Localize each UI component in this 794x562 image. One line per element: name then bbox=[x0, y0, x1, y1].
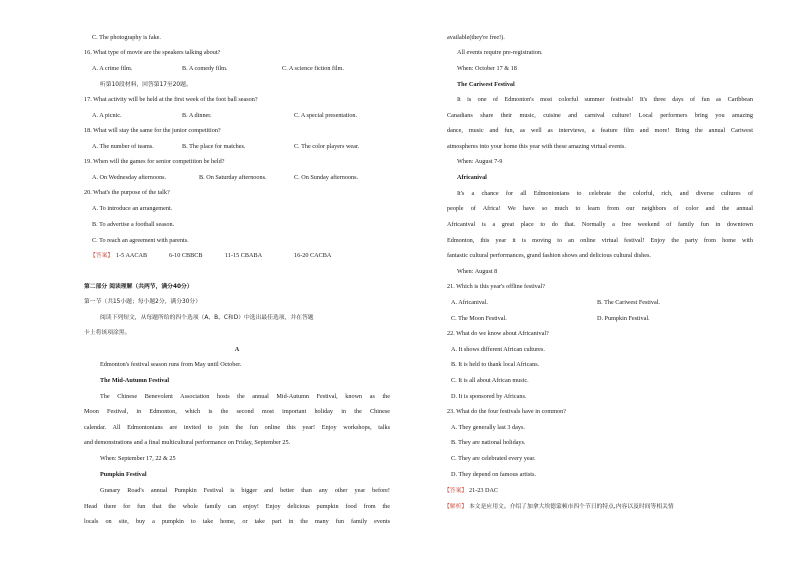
answer-group-4: 16-20 CACBA bbox=[294, 252, 332, 259]
africanival-line-5: fantastic cultural performances, grand fashion shows and delicious cultural dishes. bbox=[447, 252, 651, 259]
q21-option-b: B. The Cariwest Festival. bbox=[597, 299, 660, 306]
answer-21-23: 21-23 DAC bbox=[469, 487, 499, 494]
part-2-title: 第二部分 阅读理解（共两节，满分40分） bbox=[84, 284, 193, 290]
q22-option-a: A. It shows different African cultures. bbox=[451, 346, 545, 353]
q16-option-c: C. A science fiction film. bbox=[282, 65, 344, 72]
question-19: 19. When will the games for senior competition be held? bbox=[84, 158, 225, 165]
q23-option-c: C. They are celebrated every year. bbox=[451, 455, 536, 462]
when-pumpkin: When: October 17 & 18 bbox=[457, 65, 517, 72]
mid-autumn-line-1: The Chinese Benevolent Association hosts the annual Mid-Autumn Festival, known as the bbox=[100, 393, 390, 400]
listening-note: 听第10段材料，回答第17至20题。 bbox=[100, 82, 192, 88]
africanival-line-3: Africanival is a great place to do that. Normally a free weekend of family fun in downtown bbox=[447, 221, 753, 228]
mid-autumn-line-2: Moon Festival, in Edmonton, which is the second most important holiday in the Chinese bbox=[84, 408, 390, 415]
q18-option-a: A. The number of teams. bbox=[92, 143, 154, 150]
cariwest-line-3: dance, music and fun, as well as interviews, a feature film and more! Bring the annual Cariwest bbox=[447, 127, 753, 134]
question-22: 22. What do we know about Africanival? bbox=[447, 330, 549, 337]
q16-option-a: A. A crime film. bbox=[92, 65, 133, 72]
pumpkin-line-1: Granary Road's annual Pumpkin Festival is bigger and better than any other year before! bbox=[100, 487, 390, 494]
q15-option-c: C. The photography is fake. bbox=[92, 34, 161, 41]
when-cariwest: When: August 7-9 bbox=[457, 158, 503, 165]
mid-autumn-line-4: and demonstrations and a final multicultural performance on Friday, September 25. bbox=[84, 439, 291, 446]
q17-option-a: A. A picnic. bbox=[92, 112, 122, 119]
africanival-line-1: It's a chance for all Edmontonians to celebrate the colorful, rich, and diverse cultures of bbox=[457, 190, 753, 197]
q20-option-a: A. To introduce an arrangement. bbox=[92, 205, 173, 212]
when-africanival: When: August 8 bbox=[457, 268, 498, 275]
question-21: 21. Which is this year's offline festival? bbox=[447, 283, 545, 290]
africanival-line-2: people of Africa! We have so much to learn from our neighbors of color and the annual bbox=[447, 205, 753, 212]
q17-option-c: C. A special presentation. bbox=[294, 112, 358, 119]
q19-option-b: B. On Saturday afternoons. bbox=[199, 174, 267, 181]
answer-label-21-23: 【答案】 bbox=[444, 488, 468, 494]
q22-option-d: D. It is sponsored by Africans. bbox=[451, 393, 527, 400]
q21-option-c: C. The Moon Festival. bbox=[451, 315, 507, 322]
pumpkin-line-end: available(they're free!). bbox=[447, 34, 505, 41]
instruction-line-2: 卡上将该项涂黑。 bbox=[84, 330, 131, 336]
analysis-label: 【解析】 bbox=[444, 504, 468, 510]
section-1-title: 第一节（共15小题；每小题2分，满分30分） bbox=[84, 299, 201, 305]
q22-option-c: C. It is all about African music. bbox=[451, 377, 529, 384]
q19-option-c: C. On Sunday afternoons. bbox=[294, 174, 359, 181]
heading-cariwest: The Cariwest Festival bbox=[457, 81, 515, 88]
question-20: 20. What's the purpose of the talk? bbox=[84, 189, 170, 196]
question-17: 17. What activity will be held at the first week of the foot ball season? bbox=[84, 96, 258, 103]
answer-group-2: 6-10 CBBCB bbox=[169, 252, 203, 259]
q16-option-b: B. A comedy film. bbox=[182, 65, 228, 72]
q21-option-a: A. Africanival. bbox=[451, 299, 488, 306]
question-23: 23. What do the four festivals have in common? bbox=[447, 408, 566, 415]
heading-mid-autumn: The Mid-Autumn Festival bbox=[100, 377, 170, 384]
q20-option-c: C. To reach an agreement with parents. bbox=[92, 237, 189, 244]
africanival-line-4: Edmonton, this year it is moving to an online virtual festival! Enjoy the party from home with bbox=[447, 237, 753, 244]
q23-option-b: B. They are national holidays. bbox=[451, 439, 526, 446]
q23-option-a: A. They generally last 3 days. bbox=[451, 424, 525, 431]
question-16: 16. What type of movie are the speakers talking about? bbox=[84, 49, 221, 56]
cariwest-line-1: It is one of Edmonton's most colorful summer festivals! It's three days of fun as Caribbean bbox=[457, 96, 753, 103]
mid-autumn-line-3: calendar. All Edmontonians are invited to join the fun online this year! Enjoy workshops, talks bbox=[84, 424, 390, 431]
instruction-line-1: 阅读下列短文，从每题所给的四个选项（A、B、C和D）中选出最佳选项，并在答题 bbox=[100, 315, 314, 321]
q18-option-c: C. The color players wear. bbox=[294, 143, 360, 150]
heading-africanival: Africanival bbox=[457, 174, 487, 181]
pumpkin-line-2: Head there for fun that the whole family can enjoy! Enjoy delicious pumpkin food from the bbox=[84, 503, 390, 510]
heading-pumpkin: Pumpkin Festival bbox=[100, 471, 147, 478]
q18-option-b: B. The place for matches. bbox=[182, 143, 246, 150]
passage-intro: Edmonton's festival season runs from May until October. bbox=[100, 361, 242, 368]
answer-group-1: 1-5 AACAB bbox=[116, 252, 148, 259]
cariwest-line-2: Canadians share their music, cuisine and carnival culture! Local performers bring you amazing bbox=[447, 112, 753, 119]
analysis-text: 本文是应用文。介绍了加拿大埃德蒙顿市四个节日的特点,内容以及时间等相关情 bbox=[469, 504, 674, 510]
q22-option-b: B. It is held to thank local Africans. bbox=[451, 361, 540, 368]
passage-label: A bbox=[234, 346, 240, 353]
answer-label: 【答案】 bbox=[90, 253, 114, 259]
q19-option-a: A. On Wednesday afternoons. bbox=[92, 174, 167, 181]
cariwest-line-4: atmospheres into your home this year with these amazing virtual events. bbox=[447, 143, 626, 150]
q21-option-d: D. Pumpkin Festival. bbox=[597, 315, 650, 322]
pre-registration-note: All events require pre-registration. bbox=[457, 49, 543, 56]
answer-group-3: 11-15 CBABA bbox=[225, 252, 263, 259]
pumpkin-line-3: locals on site, buy a pumpkin to take home, or take part in the many fun family events bbox=[84, 518, 390, 525]
q23-option-d: D. They depend on famous artists. bbox=[451, 471, 536, 478]
question-18: 18. What will stay the same for the junior competition? bbox=[84, 127, 221, 134]
q17-option-b: B. A dinner. bbox=[182, 112, 212, 119]
when-mid-autumn: When: September 17, 22 & 25 bbox=[100, 455, 176, 462]
q20-option-b: B. To advertise a football season. bbox=[92, 221, 175, 228]
